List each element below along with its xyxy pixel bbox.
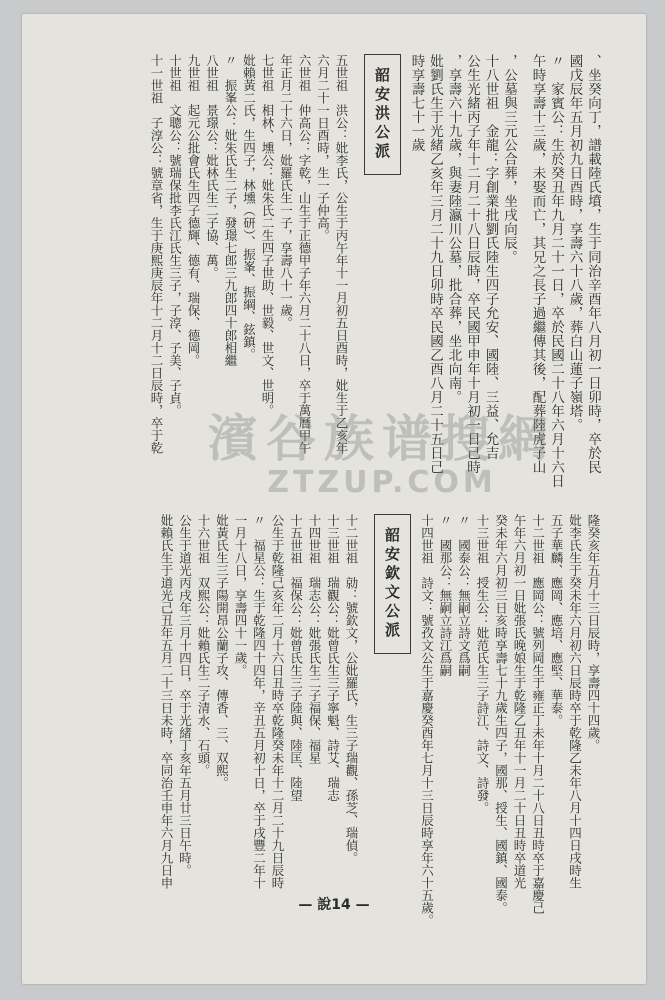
text-column: 時享壽七十一歲 — [408, 54, 425, 152]
text-column: 〃 國那公：無嗣立詩江爲嗣 — [438, 514, 453, 677]
text-column: 午時享壽十三歲，未娶而亡，其兄之長子過繼傳其後，配葬陸虎子山 — [529, 54, 546, 474]
bottom-section — [82, 514, 602, 927]
text-column: 妣劉氏生于光緒乙亥年三月二十九日卯時卒民國乙酉八月二十五日己 — [427, 54, 443, 474]
text-column: 國戊辰年五月初九日酉時，享壽六十八歲，葬白山蓮子嶺塔。 — [566, 54, 583, 432]
text-column: 十四世祖 瑞志公：妣張氏生二子福保、福星 — [307, 514, 322, 764]
text-column: 十三世祖 授生公：妣范氏生三子詩江、詩文、詩發。 — [475, 514, 490, 814]
text-column: 〃 振峯公：妣朱氏生二子，發璟七郎三九郎四十郎相繼 — [223, 54, 238, 367]
text-column: 公生于道光丙戌年三月十四日，卒于光緒丁亥年五月廿三日午時。 — [177, 514, 193, 877]
text-column: 妣李氏生于癸未年六月初六日辰時卒于乾隆乙未年八月十四日戌時生 — [567, 514, 583, 889]
text-column: 隆癸亥年五月十三日辰時，享壽四十四歲。 — [586, 514, 601, 752]
text-column: 十三世祖 瑞觀公：妣曾氏生三子寧魁、詩艾、瑞志 — [325, 514, 341, 802]
text-column: 妣賴黃二氏，生四子，林壎（研）、振峯、振綱、鉉鎮。 — [241, 54, 257, 361]
top-section — [82, 54, 602, 494]
watermark-url: ZTZUP.COM — [267, 465, 497, 500]
text-column: 十八世祖 金龍：字創業批劉氏陸生四子允安、國陸、三益、允吉 — [482, 54, 499, 460]
text-column: 十四世祖 詩文：號孜文公生于嘉慶癸酉年七月十三日辰時享年六十五歲。 — [419, 514, 435, 927]
text-column: 六世祖 仲高公：字乾，山生于正德甲子年六月二十八日，卒于萬曆甲午 — [297, 54, 312, 454]
watermark-text: 濱谷族谱搜網 — [208, 410, 556, 468]
text-column: 妣賴氏生于道光己丑年五月二十三日未時，卒同治壬申年六月九日申 — [159, 514, 174, 889]
text-column: 八世祖 景璟公：妣林氏生二子協、萬。 — [204, 54, 220, 279]
text-column: 十一世祖 子淳公：號章省，生于庚熙庚辰年十二月十二日辰時，卒于乾 — [149, 54, 164, 454]
document-page — [22, 14, 646, 984]
text-column: 一月十八日，享壽四十一歲。 — [233, 514, 248, 677]
text-column: 七世祖 相林、壎公：妣朱氏二生四子世助、世毅、世文、世明。 — [260, 54, 275, 417]
text-column: 、坐癸向丁，譜載陸氏墳，生于同治辛酉年八月初一日卯時，卒於民 — [585, 54, 601, 474]
text-column: 十世祖 文聰公：號瑞保批李氏江氏生三子，子淳、子美、子貞。 — [167, 54, 183, 417]
text-column: 〃 家賓公：生於癸丑年九月二十一日，卒於民國二十八年六月十六日 — [548, 54, 564, 488]
text-column: 公生光緒丙子年十二月二十八日辰時，卒民國甲申年十月初一日己時 — [464, 54, 480, 474]
section-heading: 韶安欽文公派 — [374, 514, 411, 654]
text-column: 〃 福星公：生于乾隆四十四年，辛丑五月初十日，卒于戌豐二年十 — [251, 514, 267, 889]
text-column: 五世祖 洪公：妣李氏，公生于丙午年十一月初五日酉時，妣生于乙亥年 — [334, 54, 349, 454]
text-column: 五子華麟、應岡、應培、應堅、華泰。 — [549, 514, 564, 727]
text-column: 十六世祖 双熙公：妣賴氏生二子清水、石頭。 — [196, 514, 211, 777]
text-column: 六月二十一日酉時，生一子仲高。 — [315, 54, 331, 242]
text-column: 十二世祖 勍：號欽文，公妣羅氏，生三子瑞觀、孫芝、瑞偵。 — [344, 514, 359, 864]
text-column: 年正月二十六日，妣羅氏生一子，享壽八十一歲。 — [278, 54, 294, 329]
text-column: 公生于乾隆己亥年二月十六日丑時卒乾隆癸未年十二月二十九日辰時 — [270, 514, 285, 889]
page-number: — 說14 — — [298, 897, 370, 913]
text-column: 十二世祖 應岡公：號列岡生于雍正丁未年十月二十八日丑時卒于嘉慶己 — [530, 514, 546, 914]
text-column: 癸未年六月初三日亥時享壽七十九歲生四子，國那、授生、國鎮、國泰。 — [493, 514, 509, 914]
text-column: ，公墓與三元公合葬，坐戌向辰。 — [501, 54, 517, 264]
text-column: 十五世祖 福保公：妣曾氏生三子陸與、陸匡、陸望 — [288, 514, 304, 802]
text-column: ，享壽六十九歲，與妻陸瀛川公墓，批合葬，坐北向南。 — [445, 54, 462, 404]
section-heading: 韶安洪公派 — [364, 54, 401, 175]
text-column: 〃 國泰公：無嗣立詩文爲嗣 — [456, 514, 472, 677]
text-column: 妣黃氏生三子陽開昂公蘭子攻、傳香、三、双熙。 — [214, 514, 230, 789]
text-column: 午年六月初一日妣張氏晚娘生于乾隆乙丑年十一月二十日丑時卒道光 — [512, 514, 527, 889]
text-column: 九世祖 起元公批會氏生四子德輝、德有、瑞保、德岡。 — [186, 54, 201, 367]
